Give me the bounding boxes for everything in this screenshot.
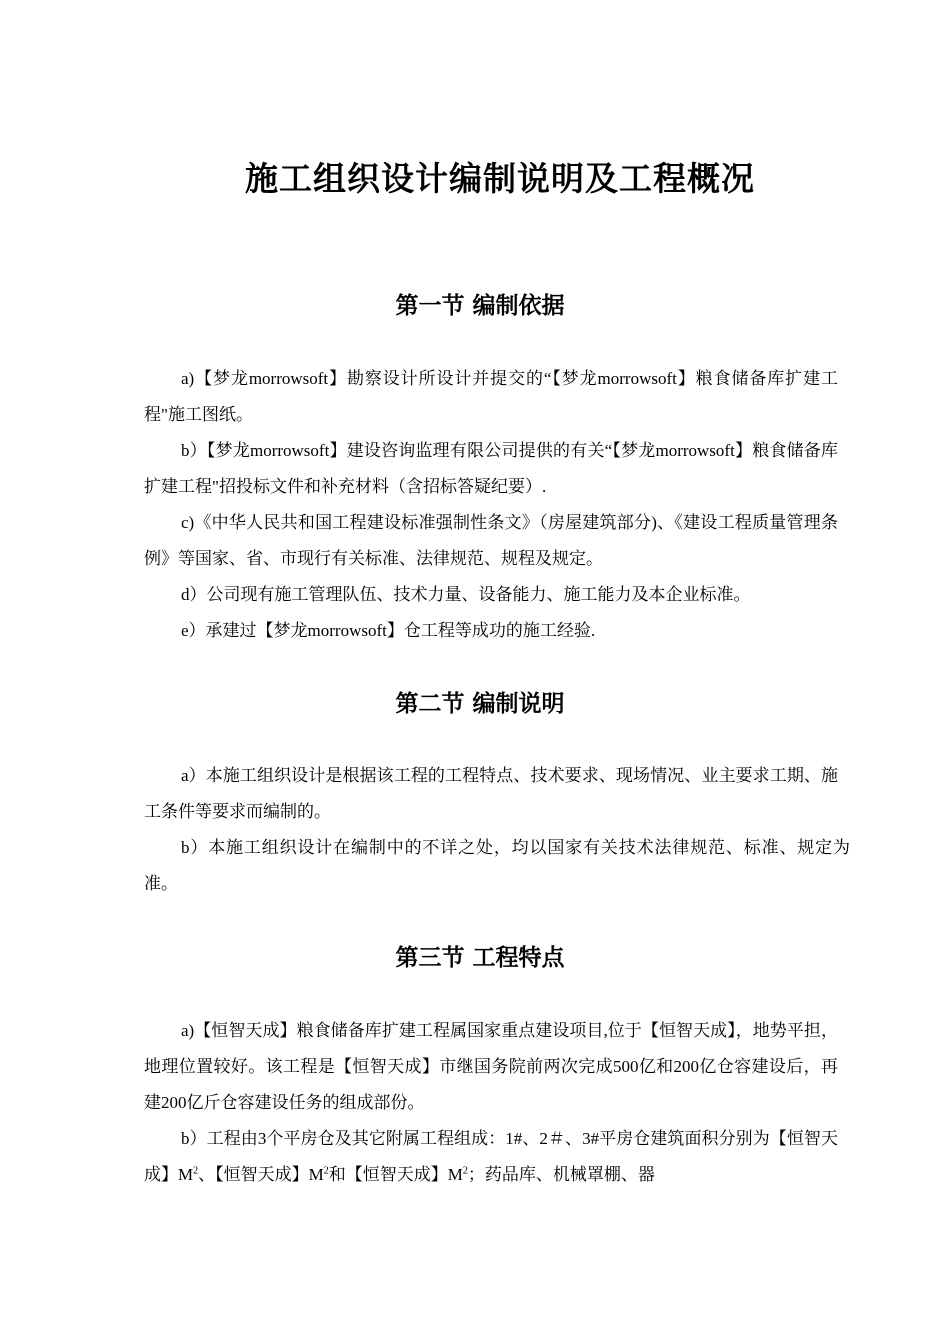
superscript-square-3: 2 [462,1165,468,1177]
section-heading-3: 第三节 工程特点 [395,945,565,971]
paragraph-2a: a）本施工组织设计是根据该工程的工程特点、技术要求、现场情况、业主要求工期、施工条件等要求而编制的。 [144,766,838,821]
paragraph-1b: b）【梦龙morrowsoft】建设咨询监理有限公司提供的有关“【梦龙morrowsoft】粮食储备库扩建工程"招投标文件和补充材料（含招标答疑纪要）. [144,441,838,496]
paragraph-1d: d）公司现有施工管理队伍、技术力量、设备能力、施工能力及本企业标准。 [181,585,751,604]
superscript-square-2: 2 [323,1165,329,1177]
document-title: 施工组织设计编制说明及工程概况 [245,159,755,198]
section-heading-2: 第二节 编制说明 [395,691,565,717]
superscript-square-1: 2 [193,1165,199,1177]
paragraph-3b-text-1: b）工程由3个平房仓及其它附属工程组成：1#、2＃、3#平房仓建筑面积分别为【恒智天成】M [144,1129,838,1184]
paragraph-1c: c)《中华人民共和国工程建设标准强制性条文》（房屋建筑部分)、《建设工程质量管理条例》等国家、省、市现行有关标准、法律规范、规程及规定。 [144,513,838,568]
paragraph-3a: a)【恒智天成】粮食储备库扩建工程属国家重点建设项目,位于【恒智天成】，地势平担，地理位置较好。该工程是【恒智天成】市继国务院前两次完成500亿和200亿仓容建设后，再建200亿斤仓容建设任务的组成部份。 [144,1021,838,1112]
paragraph-3b [144,1121,838,1193]
paragraph-1e: e）承建过【梦龙morrowsoft】仓工程等成功的施工经验. [181,621,596,640]
paragraph-3b-text-4: ；药品库、机械罩棚、器 [467,1165,655,1184]
paragraph-3b-text-3: 和【恒智天成】M [328,1165,463,1184]
section-heading-1: 第一节 编制依据 [395,293,565,319]
paragraph-3b-text-2: 、【恒智天成】M [198,1165,324,1184]
paragraph-2b: b）本施工组织设计在编制中的不详之处，均以国家有关技术法律规范、标准、规定为准。 [144,838,850,893]
paragraph-1a: a)【梦龙morrowsoft】勘察设计所设计并提交的“【梦龙morrowsoft】粮食储备库扩建工程"施工图纸。 [144,369,838,424]
